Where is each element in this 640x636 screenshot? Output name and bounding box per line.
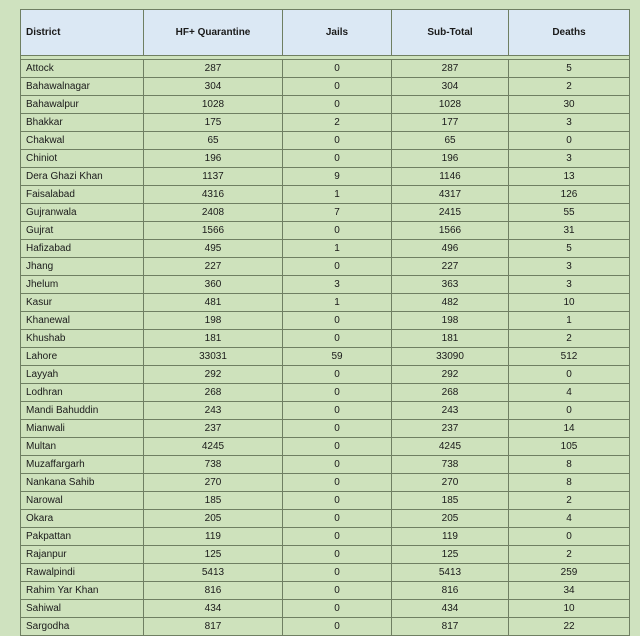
- header-district: District: [21, 10, 144, 56]
- cell-sub-total: 4245: [392, 438, 509, 456]
- cell-district: Lodhran: [21, 384, 144, 402]
- cell-deaths: 259: [509, 564, 630, 582]
- table-row: [21, 582, 630, 600]
- cell-sub-total: 196: [392, 150, 509, 168]
- table-row: [21, 294, 630, 312]
- cell-jails: 0: [283, 132, 392, 150]
- cell-deaths: 14: [509, 420, 630, 438]
- cell-jails: 9: [283, 168, 392, 186]
- cell-district: Attock: [21, 60, 144, 78]
- cell-district: Sargodha: [21, 618, 144, 636]
- cell-sub-total: 816: [392, 582, 509, 600]
- cell-deaths: 3: [509, 258, 630, 276]
- cell-deaths: 8: [509, 474, 630, 492]
- cell-sub-total: 363: [392, 276, 509, 294]
- cell-hf-quarantine: 287: [144, 60, 283, 78]
- cell-hf-quarantine: 495: [144, 240, 283, 258]
- cell-hf-quarantine: 237: [144, 420, 283, 438]
- cell-hf-quarantine: 1566: [144, 222, 283, 240]
- cell-hf-quarantine: 243: [144, 402, 283, 420]
- cell-jails: 0: [283, 312, 392, 330]
- table-row: [21, 222, 630, 240]
- cell-sub-total: 33090: [392, 348, 509, 366]
- table-row: [21, 528, 630, 546]
- table-row: [21, 402, 630, 420]
- cell-jails: 0: [283, 474, 392, 492]
- cell-district: Okara: [21, 510, 144, 528]
- cell-sub-total: 181: [392, 330, 509, 348]
- table-row: [21, 204, 630, 222]
- table-row: [21, 438, 630, 456]
- table-body: [21, 56, 630, 636]
- cell-district: Kasur: [21, 294, 144, 312]
- cell-district: Mianwali: [21, 420, 144, 438]
- cell-district: Mandi Bahuddin: [21, 402, 144, 420]
- table-row: [21, 492, 630, 510]
- header-sub-total: Sub-Total: [392, 10, 509, 56]
- cell-jails: 0: [283, 150, 392, 168]
- table-row: [21, 330, 630, 348]
- cell-jails: 0: [283, 456, 392, 474]
- cell-jails: 3: [283, 276, 392, 294]
- cell-deaths: 0: [509, 366, 630, 384]
- cell-district: Nankana Sahib: [21, 474, 144, 492]
- cell-district: Rajanpur: [21, 546, 144, 564]
- cell-hf-quarantine: 738: [144, 456, 283, 474]
- cell-district: Khanewal: [21, 312, 144, 330]
- cell-district: Layyah: [21, 366, 144, 384]
- cell-deaths: 2: [509, 492, 630, 510]
- cell-district: Bahawalpur: [21, 96, 144, 114]
- cell-sub-total: 5413: [392, 564, 509, 582]
- table-row: [21, 60, 630, 78]
- cell-sub-total: 292: [392, 366, 509, 384]
- cell-hf-quarantine: 227: [144, 258, 283, 276]
- cell-hf-quarantine: 481: [144, 294, 283, 312]
- table-header-row: [21, 10, 630, 56]
- table-row: [21, 168, 630, 186]
- cell-district: Gujrat: [21, 222, 144, 240]
- table-row: [21, 96, 630, 114]
- cell-deaths: 3: [509, 150, 630, 168]
- cell-hf-quarantine: 817: [144, 618, 283, 636]
- cell-district: Hafizabad: [21, 240, 144, 258]
- cell-hf-quarantine: 1028: [144, 96, 283, 114]
- cell-district: Narowal: [21, 492, 144, 510]
- table-row: [21, 132, 630, 150]
- cell-hf-quarantine: 125: [144, 546, 283, 564]
- cell-district: Rahim Yar Khan: [21, 582, 144, 600]
- table-row: [21, 240, 630, 258]
- table-row: [21, 78, 630, 96]
- cell-district: Bhakkar: [21, 114, 144, 132]
- cell-hf-quarantine: 181: [144, 330, 283, 348]
- cell-jails: 1: [283, 186, 392, 204]
- cell-sub-total: 482: [392, 294, 509, 312]
- cell-deaths: 126: [509, 186, 630, 204]
- cell-deaths: 0: [509, 528, 630, 546]
- table-row: [21, 618, 630, 636]
- cell-sub-total: 270: [392, 474, 509, 492]
- cell-sub-total: 817: [392, 618, 509, 636]
- cell-deaths: 3: [509, 276, 630, 294]
- cell-jails: 0: [283, 258, 392, 276]
- cell-jails: 0: [283, 420, 392, 438]
- table-row: [21, 510, 630, 528]
- cell-district: Khushab: [21, 330, 144, 348]
- cell-deaths: 4: [509, 384, 630, 402]
- cell-sub-total: 237: [392, 420, 509, 438]
- table-row: [21, 312, 630, 330]
- cell-jails: 0: [283, 618, 392, 636]
- cell-hf-quarantine: 270: [144, 474, 283, 492]
- cell-hf-quarantine: 119: [144, 528, 283, 546]
- cell-jails: 2: [283, 114, 392, 132]
- cell-sub-total: 287: [392, 60, 509, 78]
- cell-sub-total: 304: [392, 78, 509, 96]
- cell-deaths: 512: [509, 348, 630, 366]
- cell-deaths: 0: [509, 132, 630, 150]
- cell-district: Jhelum: [21, 276, 144, 294]
- cell-jails: 0: [283, 564, 392, 582]
- cell-deaths: 31: [509, 222, 630, 240]
- cell-hf-quarantine: 816: [144, 582, 283, 600]
- cell-sub-total: 1566: [392, 222, 509, 240]
- cell-district: Jhang: [21, 258, 144, 276]
- cell-jails: 0: [283, 222, 392, 240]
- cell-deaths: 55: [509, 204, 630, 222]
- cell-jails: 0: [283, 330, 392, 348]
- cell-district: Faisalabad: [21, 186, 144, 204]
- cell-jails: 0: [283, 546, 392, 564]
- cell-deaths: 22: [509, 618, 630, 636]
- table-row: [21, 384, 630, 402]
- cell-hf-quarantine: 5413: [144, 564, 283, 582]
- cell-jails: 1: [283, 240, 392, 258]
- cell-sub-total: 205: [392, 510, 509, 528]
- cell-sub-total: 227: [392, 258, 509, 276]
- cell-jails: 0: [283, 60, 392, 78]
- cell-deaths: 2: [509, 330, 630, 348]
- table-row: [21, 258, 630, 276]
- cell-sub-total: 177: [392, 114, 509, 132]
- cell-deaths: 5: [509, 60, 630, 78]
- cell-district: Lahore: [21, 348, 144, 366]
- table-row: [21, 420, 630, 438]
- cell-jails: 0: [283, 600, 392, 618]
- cell-sub-total: 185: [392, 492, 509, 510]
- cell-district: Gujranwala: [21, 204, 144, 222]
- cell-district: Multan: [21, 438, 144, 456]
- cell-jails: 0: [283, 96, 392, 114]
- cell-jails: 0: [283, 78, 392, 96]
- table-row: [21, 150, 630, 168]
- cell-deaths: 2: [509, 546, 630, 564]
- cell-hf-quarantine: 360: [144, 276, 283, 294]
- cell-hf-quarantine: 1137: [144, 168, 283, 186]
- table-row: [21, 366, 630, 384]
- cell-hf-quarantine: 198: [144, 312, 283, 330]
- table-row: [21, 276, 630, 294]
- cell-district: Bahawalnagar: [21, 78, 144, 96]
- table-row: [21, 114, 630, 132]
- cell-sub-total: 125: [392, 546, 509, 564]
- cell-deaths: 8: [509, 456, 630, 474]
- cell-jails: 0: [283, 582, 392, 600]
- cell-hf-quarantine: 304: [144, 78, 283, 96]
- cell-district: Chiniot: [21, 150, 144, 168]
- cell-jails: 0: [283, 438, 392, 456]
- cell-jails: 0: [283, 528, 392, 546]
- cell-deaths: 5: [509, 240, 630, 258]
- cell-sub-total: 1028: [392, 96, 509, 114]
- table-row: [21, 564, 630, 582]
- table-row: [21, 474, 630, 492]
- header-deaths: Deaths: [509, 10, 630, 56]
- cell-district: Pakpattan: [21, 528, 144, 546]
- cell-sub-total: 496: [392, 240, 509, 258]
- table-row: [21, 186, 630, 204]
- cell-hf-quarantine: 185: [144, 492, 283, 510]
- cell-deaths: 105: [509, 438, 630, 456]
- cell-district: Rawalpindi: [21, 564, 144, 582]
- cell-sub-total: 119: [392, 528, 509, 546]
- cell-jails: 59: [283, 348, 392, 366]
- cell-jails: 0: [283, 510, 392, 528]
- cell-deaths: 2: [509, 78, 630, 96]
- cell-deaths: 0: [509, 402, 630, 420]
- cell-hf-quarantine: 65: [144, 132, 283, 150]
- cell-deaths: 4: [509, 510, 630, 528]
- cell-hf-quarantine: 268: [144, 384, 283, 402]
- table-row: [21, 546, 630, 564]
- header-jails: Jails: [283, 10, 392, 56]
- cell-sub-total: 1146: [392, 168, 509, 186]
- table-row: [21, 348, 630, 366]
- cell-deaths: 34: [509, 582, 630, 600]
- cell-hf-quarantine: 196: [144, 150, 283, 168]
- cell-hf-quarantine: 33031: [144, 348, 283, 366]
- cell-sub-total: 268: [392, 384, 509, 402]
- cell-hf-quarantine: 4245: [144, 438, 283, 456]
- cell-sub-total: 65: [392, 132, 509, 150]
- cell-jails: 0: [283, 384, 392, 402]
- cell-sub-total: 434: [392, 600, 509, 618]
- cell-hf-quarantine: 292: [144, 366, 283, 384]
- cell-jails: 0: [283, 402, 392, 420]
- cell-jails: 1: [283, 294, 392, 312]
- cell-deaths: 30: [509, 96, 630, 114]
- cell-deaths: 13: [509, 168, 630, 186]
- cell-district: Sahiwal: [21, 600, 144, 618]
- cell-district: Chakwal: [21, 132, 144, 150]
- cell-jails: 0: [283, 366, 392, 384]
- cell-sub-total: 4317: [392, 186, 509, 204]
- cell-hf-quarantine: 4316: [144, 186, 283, 204]
- cell-district: Dera Ghazi Khan: [21, 168, 144, 186]
- cell-sub-total: 198: [392, 312, 509, 330]
- cell-hf-quarantine: 2408: [144, 204, 283, 222]
- table-row: [21, 456, 630, 474]
- cell-hf-quarantine: 205: [144, 510, 283, 528]
- cell-sub-total: 243: [392, 402, 509, 420]
- cell-hf-quarantine: 434: [144, 600, 283, 618]
- cell-deaths: 10: [509, 600, 630, 618]
- cell-deaths: 10: [509, 294, 630, 312]
- cell-sub-total: 2415: [392, 204, 509, 222]
- district-data-table: [20, 9, 630, 636]
- cell-district: Muzaffargarh: [21, 456, 144, 474]
- header-hf-quarantine: HF+ Quarantine: [144, 10, 283, 56]
- cell-deaths: 3: [509, 114, 630, 132]
- cell-jails: 7: [283, 204, 392, 222]
- cell-jails: 0: [283, 492, 392, 510]
- cell-sub-total: 738: [392, 456, 509, 474]
- cell-hf-quarantine: 175: [144, 114, 283, 132]
- cell-deaths: 1: [509, 312, 630, 330]
- table-row: [21, 600, 630, 618]
